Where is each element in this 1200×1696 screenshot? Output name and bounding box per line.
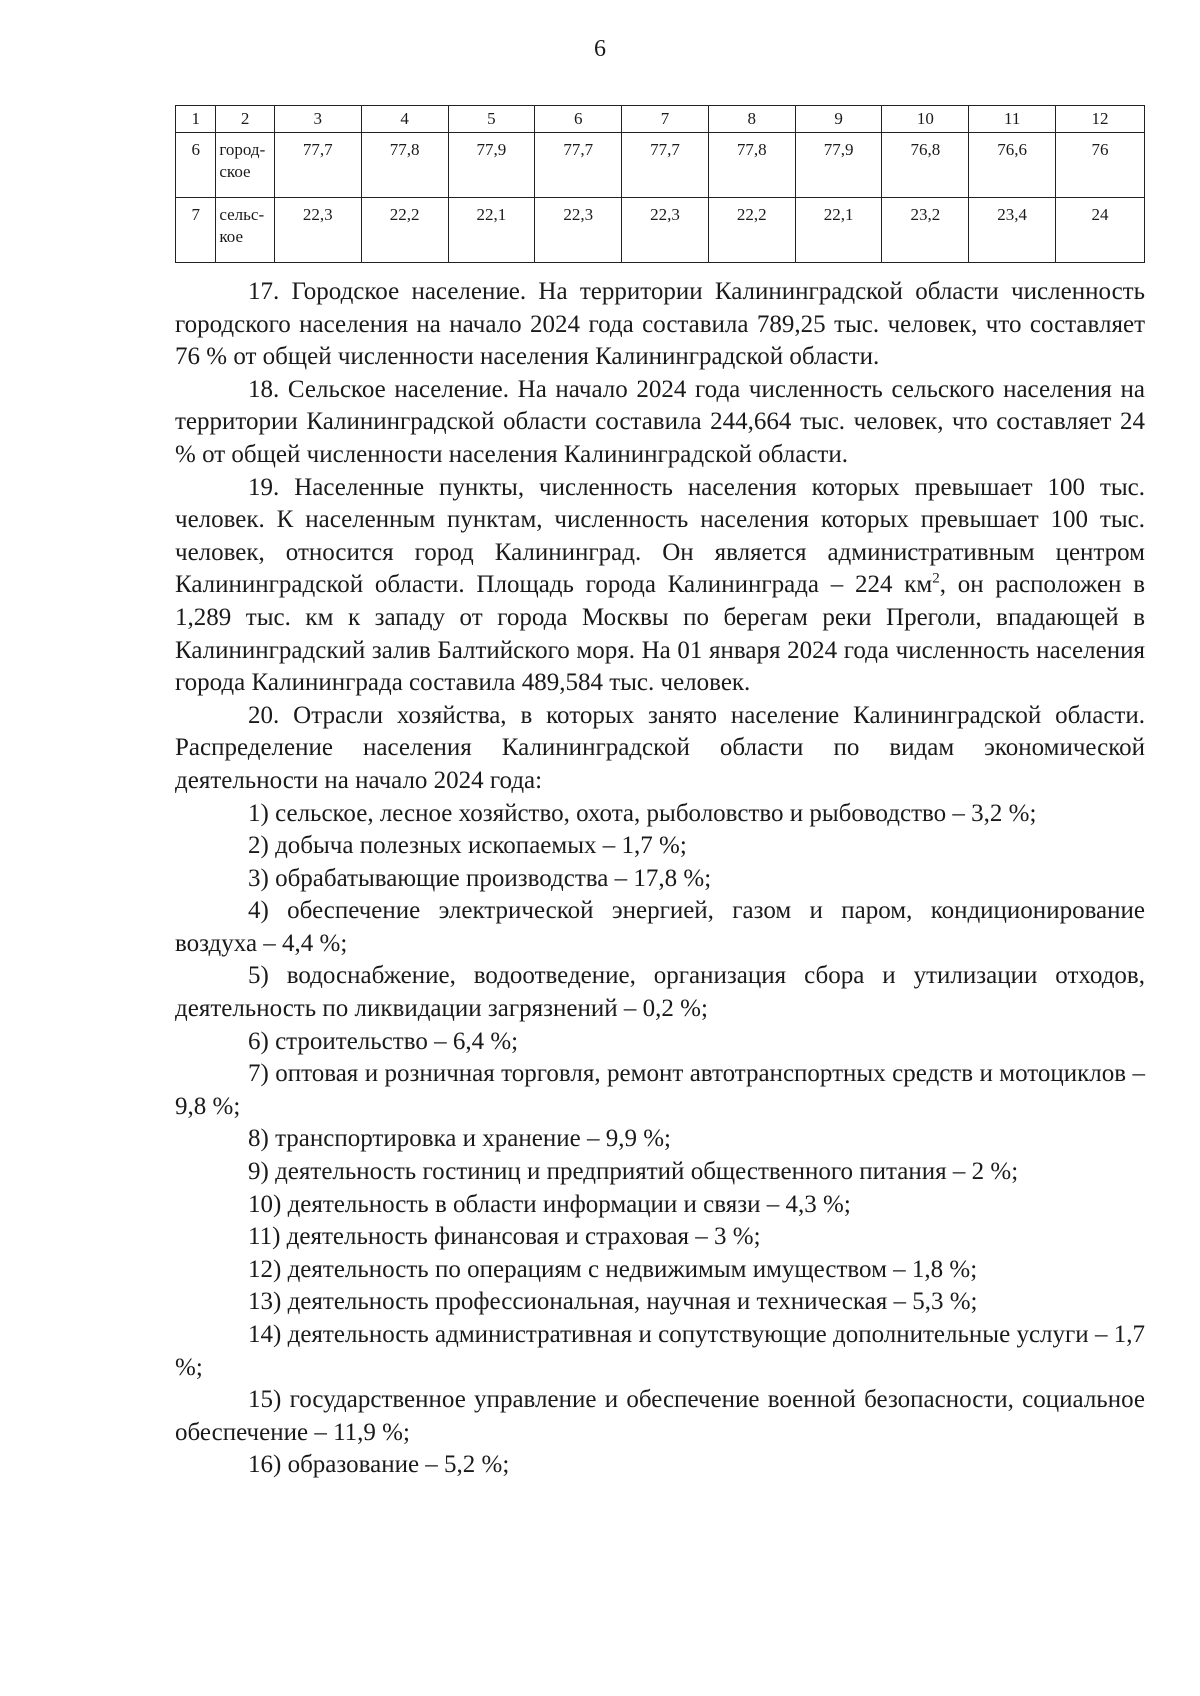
table-header-cell: 11: [969, 106, 1056, 133]
paragraph-19-text-cont: , он расположен в 1,289 тыс. км к западу от города Москвы по берегам реки Преголи, впадающей в Калининградский залив Балтийского моря. На 01 января 2024 года численность населения города Калининграда составила 489,584 тыс. человек.: [175, 571, 1146, 697]
table-header-cell: 7: [622, 106, 709, 133]
table-cell: 22,2: [708, 198, 795, 263]
table-cell: 22,1: [448, 198, 535, 263]
list-item: 4) обеспечение электрической энергией, газом и паром, кондиционирование воздуха – 4,4 %;: [175, 897, 1145, 957]
paragraph-17: 17. Городское население. На территории Калининградской области численность городского населения на начало 2024 года составила 789,25 тыс. человек, что составляет 76 % от общей численности населения Калининградской области.: [175, 278, 1145, 371]
table-header-cell: 6: [535, 106, 622, 133]
paragraph-18: 18. Сельское население. На начало 2024 года численность сельского населения на территории Калининградской области составила 244,664 тыс. человек, что составляет 24 % от общей численности населения Калининградской области.: [175, 375, 1145, 468]
table-header-cell: 1: [176, 106, 216, 133]
table-cell: 77,8: [361, 133, 448, 198]
table-header-cell: 12: [1056, 106, 1145, 133]
list-item: 10) деятельность в области информации и связи – 4,3 %;: [248, 1190, 851, 1218]
superscript: 2: [932, 571, 940, 588]
table-cell: 23,4: [969, 198, 1056, 263]
paragraph-20: 20. Отрасли хозяйства, в которых занято население Калининградской области. Распределение населения Калининградской области по видам экономической деятельности на начало 2024 года:: [175, 701, 1145, 794]
population-share-table: [175, 105, 1145, 263]
table-header-row: [176, 106, 1145, 133]
table-cell: 22,3: [535, 198, 622, 263]
list-item: 9) деятельность гостиниц и предприятий общественного питания – 2 %;: [248, 1158, 1019, 1186]
table-cell: 77,8: [708, 133, 795, 198]
table-cell: 23,2: [882, 198, 969, 263]
table-cell: 76,8: [882, 133, 969, 198]
list-item: 11) деятельность финансовая и страховая – 3 %;: [248, 1223, 761, 1251]
table-cell: 22,3: [274, 198, 361, 263]
table-cell: 22,1: [795, 198, 882, 263]
table-cell: 22,2: [361, 198, 448, 263]
table-cell: 24: [1056, 198, 1145, 263]
list-item: 15) государственное управление и обеспечение военной безопасности, социальное обеспечение – 11,9 %;: [175, 1386, 1145, 1446]
list-item: 8) транспортировка и хранение – 9,9 %;: [248, 1125, 671, 1153]
list-item: 6) строительство – 6,4 %;: [248, 1027, 519, 1055]
list-item: 14) деятельность административная и сопутствующие дополнительные услуги – 1,7 %;: [175, 1321, 1145, 1381]
paragraph-19: [175, 472, 1145, 700]
table-cell: 7: [176, 198, 216, 263]
table-header-cell: 9: [795, 106, 882, 133]
table-cell: 77,7: [274, 133, 361, 198]
table-cell: 76: [1056, 133, 1145, 198]
paragraph-19-text: 19. Населенные пункты, численность населения которых превышает 100 тыс. человек. К населенным пунктам, численность населения которых превышает 100 тыс. человек, относится город Калининград. Он является административным центром Калининградской области. Площадь города Калининграда – 224 км: [175, 473, 1145, 599]
list-item: 13) деятельность профессиональная, научная и техническая – 5,3 %;: [248, 1288, 978, 1316]
list-item: 2) добыча полезных ископаемых – 1,7 %;: [248, 832, 687, 860]
table-row: [176, 198, 1145, 263]
table-cell: город-ское: [216, 133, 275, 198]
table-header-cell: 3: [274, 106, 361, 133]
page-number: 6: [594, 36, 606, 62]
table-cell: 76,6: [969, 133, 1056, 198]
list-item: 12) деятельность по операциям с недвижимым имуществом – 1,8 %;: [248, 1255, 978, 1283]
table-cell: сельс-кое: [216, 198, 275, 263]
list-item: 5) водоснабжение, водоотведение, организация сбора и утилизации отходов, деятельность по ликвидации загрязнений – 0,2 %;: [175, 962, 1145, 1023]
list-item: 16) образование – 5,2 %;: [248, 1451, 510, 1479]
list-item: 7) оптовая и розничная торговля, ремонт автотранспортных средств и мотоциклов – 9,8 %;: [175, 1060, 1145, 1120]
document-body: [175, 276, 1145, 1482]
table-header-cell: 5: [448, 106, 535, 133]
table-cell: 77,7: [535, 133, 622, 198]
list-item: 1) сельское, лесное хозяйство, охота, рыболовство и рыбоводство – 3,2 %;: [248, 799, 1037, 827]
table-cell: 77,9: [795, 133, 882, 198]
table-cell: 77,9: [448, 133, 535, 198]
table-cell: 77,7: [622, 133, 709, 198]
table-header-cell: 2: [216, 106, 275, 133]
table-header-cell: 4: [361, 106, 448, 133]
table-header-cell: 10: [882, 106, 969, 133]
table-cell: 6: [176, 133, 216, 198]
table-cell: 22,3: [622, 198, 709, 263]
table-header-cell: 8: [708, 106, 795, 133]
list-item: 3) обрабатывающие производства – 17,8 %;: [248, 864, 712, 892]
table-row: [176, 133, 1145, 198]
